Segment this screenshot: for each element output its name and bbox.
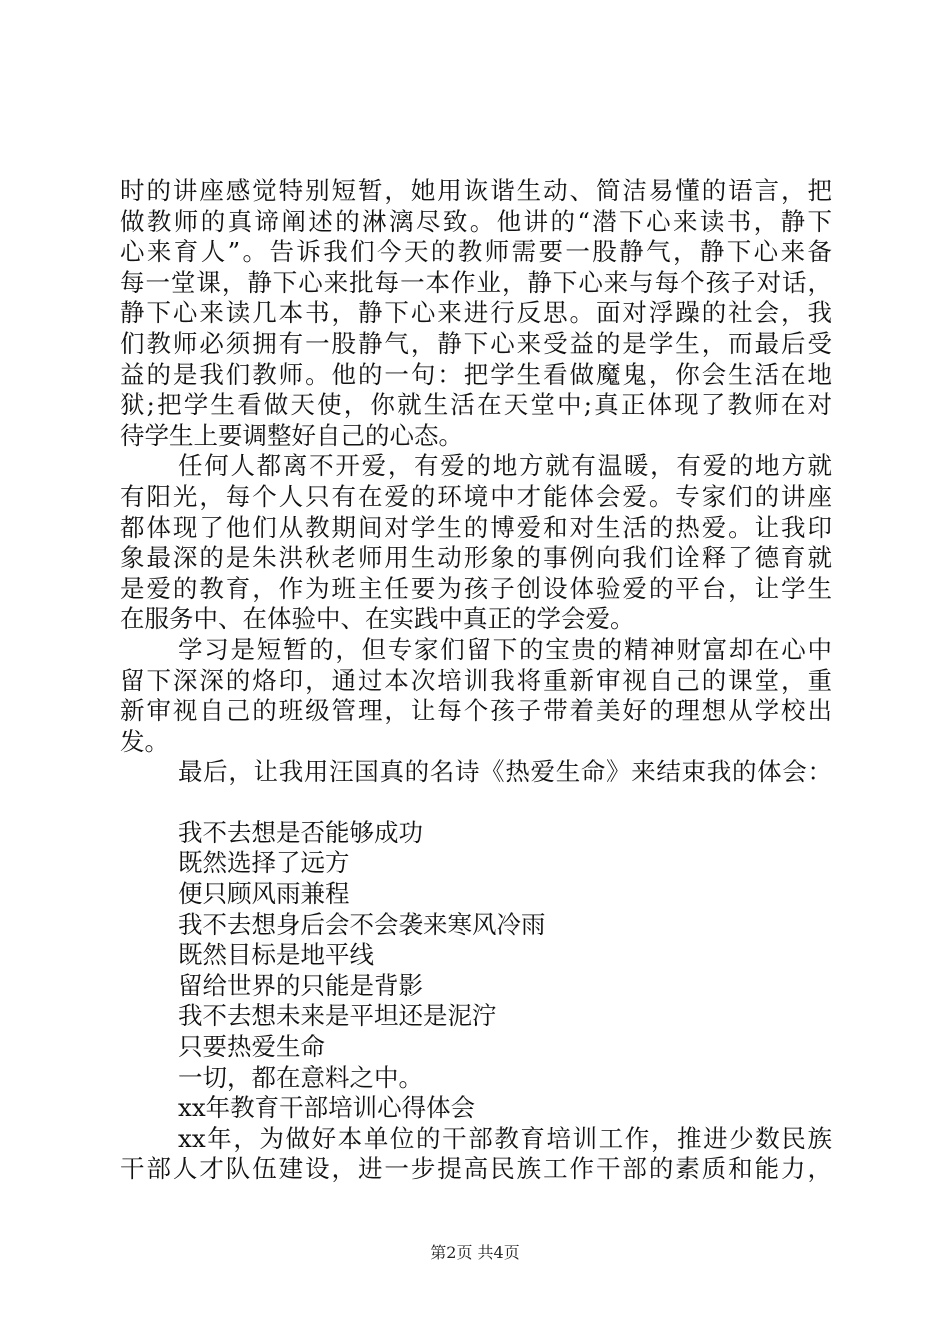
text-line: 任何人都离不开爱，有爱的地方就有温暖，有爱的地方就	[178, 451, 832, 481]
blank-line	[120, 788, 832, 818]
poem-line: 留给世界的只能是背影	[178, 970, 423, 1000]
poem-line: 只要热爱生命	[178, 1032, 325, 1062]
poem-line: 我不去想身后会不会袭来寒风冷雨	[178, 909, 546, 939]
text-line: 心来育人”。告诉我们今天的教师需要一股静气，静下心来备	[120, 237, 832, 267]
text-line: 有阳光，每个人只有在爱的环境中才能体会爱。专家们的讲座	[120, 481, 832, 511]
text-line: 在服务中、在体验中、在实践中真正的学会爱。	[120, 604, 635, 634]
text-line: 待学生上要调整好自己的心态。	[120, 420, 463, 450]
poem-line: 我不去想是否能够成功	[178, 817, 423, 847]
poem-line: 我不去想未来是平坦还是泥泞	[178, 1001, 497, 1031]
text-line: 象最深的是朱洪秋老师用生动形象的事例向我们诠释了德育就	[120, 543, 832, 573]
paragraph-1	[120, 176, 832, 451]
text-line: 益的是我们教师。他的一句：把学生看做魔鬼，你会生活在地	[120, 359, 832, 389]
text-line: 都体现了他们从教期间对学生的博爱和对生活的热爱。让我印	[120, 512, 832, 542]
paragraph-3	[120, 635, 832, 757]
text-line: 留下深深的烙印，通过本次培训我将重新审视自己的课堂，重	[120, 665, 832, 695]
text-line: 干部人才队伍建设，进一步提高民族工作干部的素质和能力，	[120, 1154, 832, 1184]
text-line: 新审视自己的班级管理，让每个孩子带着美好的理想从学校出	[120, 696, 832, 726]
text-line: 是爱的教育，作为班主任要为孩子创设体验爱的平台，让学生	[120, 573, 832, 603]
text-line: 每一堂课，静下心来批每一本作业，静下心来与每个孩子对话，	[120, 267, 832, 297]
poem-block	[120, 818, 832, 1093]
document-body	[120, 176, 832, 1185]
page-footer: 第2页 共4页	[430, 1243, 520, 1262]
text-line: 时的讲座感觉特别短暂，她用诙谐生动、简洁易懂的语言，把	[120, 176, 832, 205]
text-line: 们教师必须拥有一股静气，静下心来受益的是学生，而最后受	[120, 328, 832, 358]
text-line: 静下心来读几本书，静下心来进行反思。面对浮躁的社会，我	[120, 298, 832, 328]
text-line: 发。	[120, 726, 169, 756]
poem-line: 便只顾风雨兼程	[178, 879, 350, 909]
poem-line: 一切，都在意料之中。	[178, 1062, 423, 1092]
text-line: 狱;把学生看做天使，你就生活在天堂中;真正体现了教师在对	[120, 390, 832, 420]
section-title: xx年教育干部培训心得体会	[178, 1093, 476, 1123]
paragraph-4	[120, 757, 832, 788]
text-line: xx年，为做好本单位的干部教育培训工作，推进少数民族	[178, 1123, 832, 1153]
paragraph-2	[120, 451, 832, 635]
poem-line: 既然目标是地平线	[178, 940, 374, 970]
text-line: 学习是短暂的，但专家们留下的宝贵的精神财富却在心中	[178, 634, 832, 664]
text-line: 最后，让我用汪国真的名诗《热爱生命》来结束我的体会：	[178, 757, 832, 787]
next-section	[120, 1093, 832, 1185]
text-line: 做教师的真谛阐述的淋漓尽致。他讲的“潜下心来读书，静下	[120, 206, 832, 236]
poem-line: 既然选择了远方	[178, 848, 350, 878]
